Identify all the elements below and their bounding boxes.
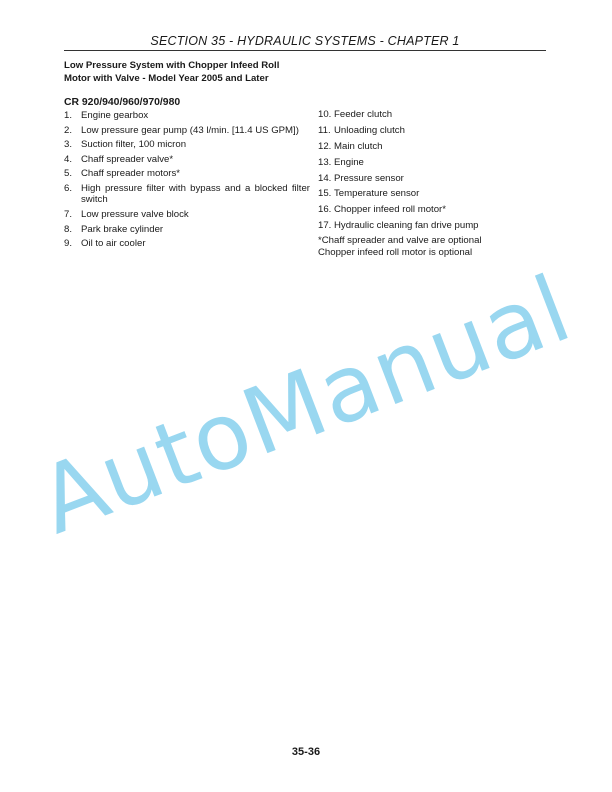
title-line-1: Low Pressure System with Chopper Infeed Roll [64, 60, 280, 71]
optional-note-chaff: *Chaff spreader and valve are optional [318, 235, 482, 246]
legend-item-text: Oil to air cooler [81, 238, 146, 250]
watermark: AutoManual [25, 255, 585, 555]
legend-item-number: 6. [64, 182, 73, 194]
legend-item-text: Temperature sensor [334, 188, 420, 200]
legend-item-number: 14. [318, 172, 332, 184]
legend-item-number: 15. [318, 188, 332, 200]
title-line-2: Motor with Valve - Model Year 2005 and Later [64, 72, 269, 84]
legend-item [318, 141, 548, 153]
legend-item-number: 2. [64, 124, 73, 136]
legend-item-number: 3. [64, 139, 73, 151]
legend-item-number: 5. [64, 168, 73, 180]
header-divider [64, 50, 546, 51]
legend-item-text: Low pressure valve block [81, 209, 189, 221]
page-title [64, 60, 324, 86]
legend-item [64, 110, 310, 122]
legend-item-text: Pressure sensor [334, 172, 404, 184]
legend-item-number: 7. [64, 209, 73, 221]
legend-item [64, 183, 310, 206]
legend-item-text: Engine gearbox [81, 110, 149, 121]
legend-item [64, 209, 310, 221]
legend-item [318, 173, 548, 185]
legend-item-number: 11. [318, 124, 331, 136]
legend-item-text: Chaff spreader valve* [81, 153, 174, 165]
legend-item-number: 4. [64, 153, 73, 165]
legend-item [64, 224, 310, 236]
legend-item-number: 13. [318, 156, 332, 168]
legend-item-text: Hydraulic cleaning fan drive pump [334, 220, 479, 232]
legend-item [318, 125, 548, 137]
legend-item-number: 16. [318, 204, 332, 216]
legend-item [64, 154, 310, 166]
legend-item-text: High pressure filter with bypass and a blocked filter switch [81, 182, 310, 206]
legend-item-text: Chaff spreader motors* [81, 168, 181, 180]
legend-item [318, 109, 548, 121]
legend-item [64, 238, 310, 250]
legend-item-number: 1. [64, 110, 73, 121]
legend-item-number: 9. [64, 238, 73, 250]
legend-item [64, 125, 310, 137]
model-heading: CR 920/940/960/970/980 [64, 97, 181, 108]
optional-note-chopper: Chopper infeed roll motor is optional [318, 247, 473, 258]
legend-item-text: Main clutch [334, 140, 383, 152]
legend-item [318, 157, 548, 169]
legend-item-text: Low pressure gear pump (43 l/min. [11.4 US GPM]) [81, 124, 299, 136]
legend-item [318, 204, 548, 216]
legend-item-number: 12. [318, 140, 332, 152]
legend-item-text: Unloading clutch [334, 124, 405, 136]
legend-item-number: 10. [318, 109, 332, 120]
legend-item-text: Engine [334, 156, 364, 168]
legend-item-text: Park brake cylinder [81, 223, 164, 235]
legend-item-number: 17. [318, 220, 332, 232]
legend-list-right [318, 109, 548, 236]
legend-item-number: 8. [64, 223, 73, 235]
legend-item [64, 168, 310, 180]
legend-item [64, 139, 310, 151]
legend-item-text: Suction filter, 100 micron [81, 139, 187, 151]
legend-item-text: Feeder clutch [334, 109, 393, 120]
legend-item-text: Chopper infeed roll motor* [334, 204, 446, 216]
legend-list-left [64, 110, 310, 253]
legend-item [318, 188, 548, 200]
legend-item [318, 220, 548, 232]
page-number: 35-36 [291, 746, 321, 758]
section-header: SECTION 35 - HYDRAULIC SYSTEMS - CHAPTER 1 [150, 34, 460, 48]
